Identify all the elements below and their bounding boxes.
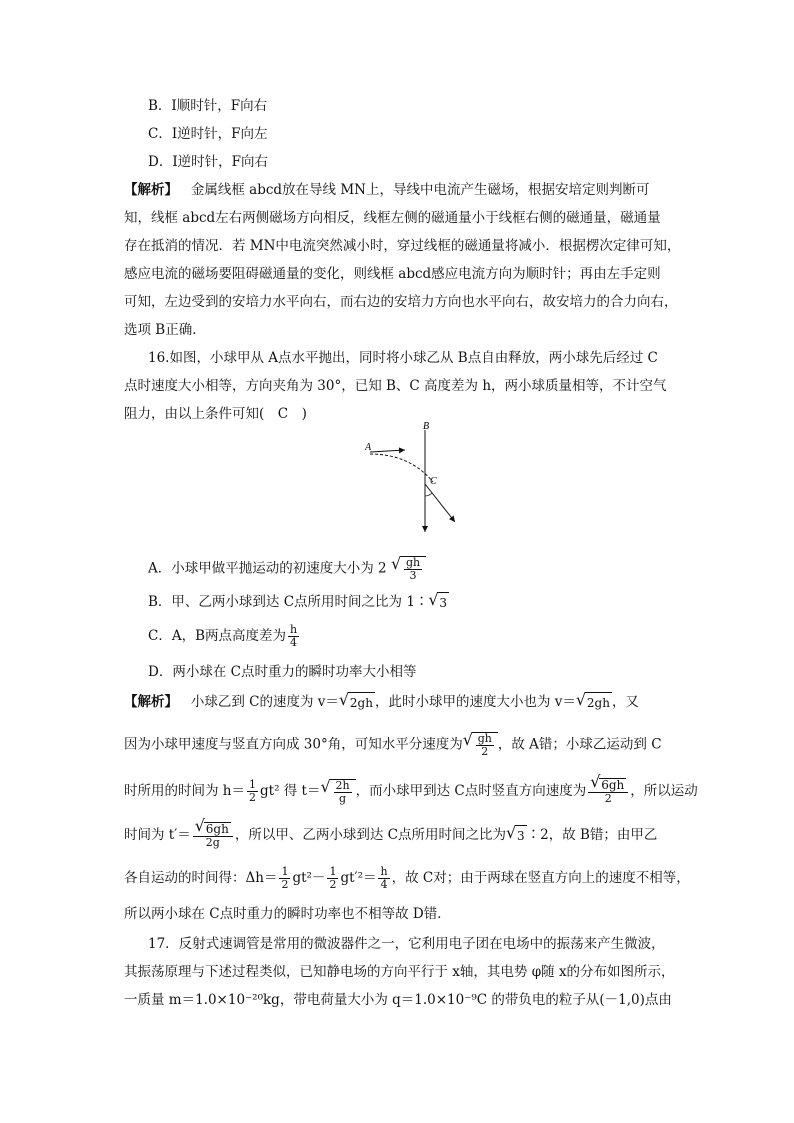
label-a: A: [365, 442, 372, 453]
analysis-15-line-5: 可知，左边受到的安培力水平向右，而右边的安培力方向也水平向右，故安培力的合力向右，: [124, 294, 678, 310]
option-b: B．甲、乙两小球到达 C点所用时间之比为 1∶√ 3: [148, 592, 449, 613]
analysis-tag: 【解析】: [124, 182, 178, 198]
analysis-text: 金属线框 abcd放在导线 MN上，导线中电流产生磁场，根据安培定则判断可: [190, 182, 650, 198]
analysis-15-line-3: 存在抵消的情况．若 MN中电流突然减小时，穿过线框的磁通量将减小．根据楞次定律可知，: [124, 238, 681, 254]
projectile-figure: [355, 420, 515, 560]
analysis-16-line-5: 各自运动的时间得：Δh＝ $\frac{1}{2}$ gt²－ $\frac{1}{2}$ gt′²＝ $\frac{h}{4}$ ，故 C对；由于两球在竖直方向上的速度不相等，: [124, 865, 690, 891]
option-c-prev: C．I逆时针，F向左: [148, 126, 268, 142]
option-d-prev: D．I逆时针，F向右: [148, 154, 269, 170]
analysis-16-line-3: 时所用的时间为 h＝ $\frac{1}{2}$ gt² 得 t＝ √ $\frac{2h}{g}$ ，而小球甲到达 C点时竖直方向速度为 √ $\frac{6gh}{2}$ ，所以运动: [124, 778, 698, 805]
velocity-c-arrow: [425, 484, 455, 522]
analysis-15-line-1: [124, 180, 650, 200]
analysis-16-line-1: 【解析】 小球乙到 C的速度为 v＝√ 2gh ，此时小球甲的速度大小也为 v＝√ 2gh ，又: [124, 692, 639, 713]
analysis-16-line-2: 因为小球甲速度与竖直方向成 30°角，可知水平分速度为 √ $\frac{gh}{2}$ ，故 A错；小球乙运动到 C: [124, 732, 662, 758]
question-17-line-1: 17．反射式速调管是常用的微波器件之一，它利用电子团在电场中的振荡来产生微波，: [148, 936, 665, 952]
initial-velocity-arrow: [370, 450, 405, 452]
option-d: D．两小球在 C点时重力的瞬时功率大小相等: [148, 664, 417, 680]
analysis-15-line-2: 知，线框 abcd左右两侧磁场方向相反，线框左侧的磁通量小于线框右侧的磁通量，磁通量: [124, 210, 661, 226]
label-b: B: [423, 421, 430, 432]
angle-arc: [425, 493, 432, 496]
analysis-15-line-4: 感应电流的磁场要阻碍磁通量的变化，则线框 abcd感应电流方向为顺时针；再由左手定则: [124, 266, 661, 282]
question-17-line-2: 其振荡原理与下述过程类似，已知静电场的方向平行于 x轴，其电势 φ随 x的分布如图所示，: [124, 964, 675, 980]
option-c: C．A，B两点高度差为 $\frac{h}{4}$: [148, 623, 298, 649]
option-a: A．小球甲做平抛运动的初速度大小为 2 √ $\frac{gh}{3}$: [148, 556, 426, 582]
analysis-15-line-6: 选项 B正确．: [124, 322, 206, 338]
question-16-line-2: 点时速度大小相等，方向夹角为 30°，已知 B、C 高度差为 h，两小球质量相等，不计空气: [124, 378, 667, 394]
analysis-16-line-6: 所以两小球在 C点时重力的瞬时功率也不相等故 D错．: [124, 906, 451, 922]
question-17-line-3: 一质量 m＝1.0×10⁻²⁰kg，带电荷量大小为 q＝1.0×10⁻⁹C 的带负电的粒子从(－1,0)点由: [124, 992, 672, 1008]
label-c: C: [430, 476, 437, 487]
question-16-line-3: 阻力，由以上条件可知( C ): [124, 406, 307, 422]
analysis-16-line-4: 时间为 t′＝ √ $\frac{6gh}{2g}$ ，所以甲、乙两小球到达 C点所用时间之比为√ 3 ∶2，故 B错；由甲乙: [124, 822, 657, 849]
question-16-line-1: 16.如图，小球甲从 A点水平抛出，同时将小球乙从 B点自由释放，两小球先后经过 C: [148, 350, 658, 366]
option-b-prev: B．I顺时针，F向右: [148, 98, 268, 114]
trajectory-curve: [370, 454, 433, 482]
